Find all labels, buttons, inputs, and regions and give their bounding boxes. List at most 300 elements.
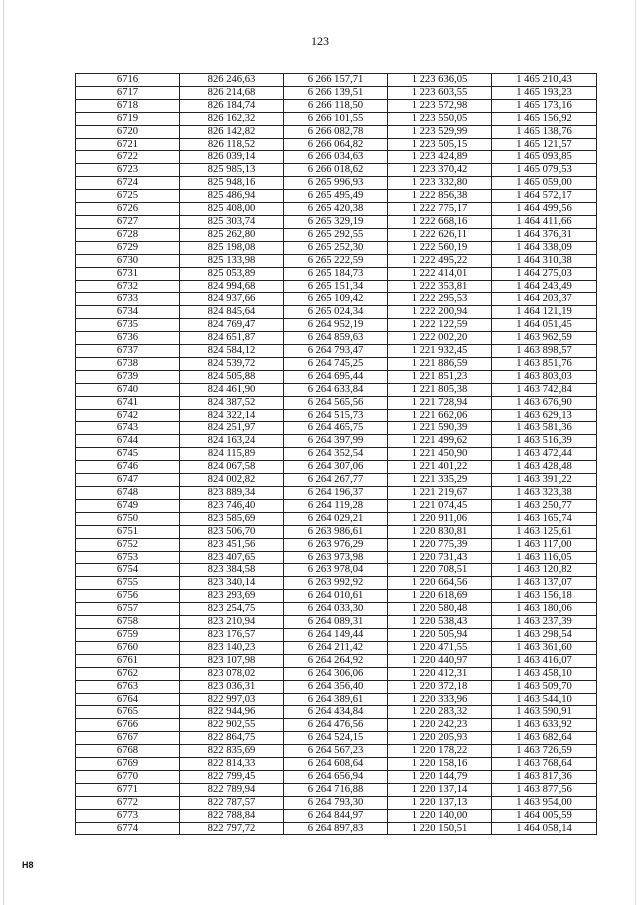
y2-coordinate-cell: 1 463 298,54: [492, 628, 597, 641]
table-row: [76, 422, 597, 435]
x-coordinate-cell: 823 036,31: [180, 680, 284, 693]
x2-coordinate-cell: 1 220 440,97: [388, 654, 492, 667]
y2-coordinate-cell: 1 463 516,39: [492, 435, 597, 448]
table-row: [76, 370, 597, 383]
x-coordinate-cell: 826 142,82: [180, 125, 284, 138]
point-number-cell: 6734: [76, 306, 180, 319]
y-coordinate-cell: 6 264 307,06: [284, 461, 388, 474]
y-coordinate-cell: 6 264 211,42: [284, 641, 388, 654]
y-coordinate-cell: 6 266 082,78: [284, 125, 388, 138]
x-coordinate-cell: 826 118,52: [180, 138, 284, 151]
y-coordinate-cell: 6 264 033,30: [284, 603, 388, 616]
table-row: [76, 641, 597, 654]
y-coordinate-cell: 6 264 793,47: [284, 345, 388, 358]
x-coordinate-cell: 824 002,82: [180, 474, 284, 487]
x2-coordinate-cell: 1 220 664,56: [388, 577, 492, 590]
point-number-cell: 6760: [76, 641, 180, 654]
y2-coordinate-cell: 1 463 116,05: [492, 551, 597, 564]
point-number-cell: 6762: [76, 667, 180, 680]
table-row: [76, 345, 597, 358]
point-number-cell: 6764: [76, 693, 180, 706]
y-coordinate-cell: 6 264 515,73: [284, 409, 388, 422]
y2-coordinate-cell: 1 463 323,38: [492, 487, 597, 500]
table-row: [76, 616, 597, 629]
point-number-cell: 6751: [76, 525, 180, 538]
y-coordinate-cell: 6 265 420,38: [284, 203, 388, 216]
y-coordinate-cell: 6 264 567,23: [284, 745, 388, 758]
x2-coordinate-cell: 1 223 332,80: [388, 177, 492, 190]
x2-coordinate-cell: 1 222 856,38: [388, 190, 492, 203]
y-coordinate-cell: 6 264 859,63: [284, 332, 388, 345]
x2-coordinate-cell: 1 222 775,17: [388, 203, 492, 216]
x2-coordinate-cell: 1 223 424,89: [388, 151, 492, 164]
x2-coordinate-cell: 1 221 728,94: [388, 396, 492, 409]
x-coordinate-cell: 824 387,52: [180, 396, 284, 409]
x2-coordinate-cell: 1 220 731,43: [388, 551, 492, 564]
point-number-cell: 6750: [76, 512, 180, 525]
x-coordinate-cell: 823 585,69: [180, 512, 284, 525]
x2-coordinate-cell: 1 221 662,06: [388, 409, 492, 422]
y2-coordinate-cell: 1 463 472,44: [492, 448, 597, 461]
x-coordinate-cell: 822 787,57: [180, 796, 284, 809]
table-row: [76, 396, 597, 409]
x-coordinate-cell: 822 835,69: [180, 745, 284, 758]
x-coordinate-cell: 825 198,08: [180, 241, 284, 254]
table-row: [76, 525, 597, 538]
table-row: [76, 151, 597, 164]
y-coordinate-cell: 6 264 608,64: [284, 758, 388, 771]
x2-coordinate-cell: 1 220 137,14: [388, 783, 492, 796]
point-number-cell: 6729: [76, 241, 180, 254]
point-number-cell: 6772: [76, 796, 180, 809]
point-number-cell: 6742: [76, 409, 180, 422]
x-coordinate-cell: 823 407,65: [180, 551, 284, 564]
table-row: [76, 706, 597, 719]
y2-coordinate-cell: 1 463 125,61: [492, 525, 597, 538]
y2-coordinate-cell: 1 463 509,70: [492, 680, 597, 693]
y-coordinate-cell: 6 264 029,21: [284, 512, 388, 525]
y2-coordinate-cell: 1 463 581,36: [492, 422, 597, 435]
y-coordinate-cell: 6 265 222,59: [284, 254, 388, 267]
table-row: [76, 667, 597, 680]
y-coordinate-cell: 6 265 151,34: [284, 280, 388, 293]
x2-coordinate-cell: 1 223 550,05: [388, 112, 492, 125]
x2-coordinate-cell: 1 220 150,51: [388, 822, 492, 835]
x2-coordinate-cell: 1 221 450,90: [388, 448, 492, 461]
x-coordinate-cell: 823 384,58: [180, 564, 284, 577]
point-number-cell: 6748: [76, 487, 180, 500]
y2-coordinate-cell: 1 463 391,22: [492, 474, 597, 487]
y-coordinate-cell: 6 266 018,62: [284, 164, 388, 177]
x2-coordinate-cell: 1 221 590,39: [388, 422, 492, 435]
point-number-cell: 6743: [76, 422, 180, 435]
y2-coordinate-cell: 1 464 051,45: [492, 319, 597, 332]
table-row: [76, 461, 597, 474]
table-row: [76, 745, 597, 758]
table-row: [76, 241, 597, 254]
y2-coordinate-cell: 1 463 817,36: [492, 770, 597, 783]
table-row: [76, 203, 597, 216]
y2-coordinate-cell: 1 465 173,16: [492, 99, 597, 112]
y2-coordinate-cell: 1 463 898,57: [492, 345, 597, 358]
point-number-cell: 6745: [76, 448, 180, 461]
y-coordinate-cell: 6 264 149,44: [284, 628, 388, 641]
point-number-cell: 6717: [76, 86, 180, 99]
point-number-cell: 6716: [76, 74, 180, 87]
y-coordinate-cell: 6 266 157,71: [284, 74, 388, 87]
table-row: [76, 99, 597, 112]
y2-coordinate-cell: 1 465 156,92: [492, 112, 597, 125]
y-coordinate-cell: 6 264 389,61: [284, 693, 388, 706]
x-coordinate-cell: 825 486,94: [180, 190, 284, 203]
x2-coordinate-cell: 1 220 505,94: [388, 628, 492, 641]
y2-coordinate-cell: 1 463 117,00: [492, 538, 597, 551]
y-coordinate-cell: 6 264 434,84: [284, 706, 388, 719]
point-number-cell: 6755: [76, 577, 180, 590]
y-coordinate-cell: 6 263 973,98: [284, 551, 388, 564]
y-coordinate-cell: 6 265 329,19: [284, 215, 388, 228]
table-row: [76, 357, 597, 370]
x2-coordinate-cell: 1 220 205,93: [388, 732, 492, 745]
x2-coordinate-cell: 1 221 219,67: [388, 487, 492, 500]
x-coordinate-cell: 822 864,75: [180, 732, 284, 745]
coordinates-table-body: [76, 74, 597, 835]
point-number-cell: 6737: [76, 345, 180, 358]
point-number-cell: 6774: [76, 822, 180, 835]
y-coordinate-cell: 6 265 184,73: [284, 267, 388, 280]
x-coordinate-cell: 825 948,16: [180, 177, 284, 190]
y2-coordinate-cell: 1 463 361,60: [492, 641, 597, 654]
point-number-cell: 6719: [76, 112, 180, 125]
x-coordinate-cell: 826 246,63: [180, 74, 284, 87]
x-coordinate-cell: 825 408,00: [180, 203, 284, 216]
x2-coordinate-cell: 1 221 074,45: [388, 499, 492, 512]
y-coordinate-cell: 6 264 524,15: [284, 732, 388, 745]
point-number-cell: 6759: [76, 628, 180, 641]
y-coordinate-cell: 6 263 986,61: [284, 525, 388, 538]
y2-coordinate-cell: 1 464 338,09: [492, 241, 597, 254]
x-coordinate-cell: 823 210,94: [180, 616, 284, 629]
y2-coordinate-cell: 1 463 237,39: [492, 616, 597, 629]
table-row: [76, 693, 597, 706]
y-coordinate-cell: 6 264 745,25: [284, 357, 388, 370]
table-row: [76, 628, 597, 641]
y2-coordinate-cell: 1 465 093,85: [492, 151, 597, 164]
point-number-cell: 6763: [76, 680, 180, 693]
x-coordinate-cell: 823 140,23: [180, 641, 284, 654]
y-coordinate-cell: 6 264 465,75: [284, 422, 388, 435]
y-coordinate-cell: 6 264 352,54: [284, 448, 388, 461]
point-number-cell: 6747: [76, 474, 180, 487]
table-row: [76, 86, 597, 99]
y2-coordinate-cell: 1 463 544,10: [492, 693, 597, 706]
point-number-cell: 6754: [76, 564, 180, 577]
x2-coordinate-cell: 1 223 603,55: [388, 86, 492, 99]
point-number-cell: 6766: [76, 719, 180, 732]
x2-coordinate-cell: 1 223 636,05: [388, 74, 492, 87]
x-coordinate-cell: 824 251,97: [180, 422, 284, 435]
table-row: [76, 590, 597, 603]
y2-coordinate-cell: 1 463 120,82: [492, 564, 597, 577]
y2-coordinate-cell: 1 463 962,59: [492, 332, 597, 345]
table-row: [76, 770, 597, 783]
x-coordinate-cell: 823 340,14: [180, 577, 284, 590]
table-row: [76, 215, 597, 228]
table-row: [76, 719, 597, 732]
y2-coordinate-cell: 1 465 210,43: [492, 74, 597, 87]
y2-coordinate-cell: 1 464 243,49: [492, 280, 597, 293]
point-number-cell: 6757: [76, 603, 180, 616]
y2-coordinate-cell: 1 463 165,74: [492, 512, 597, 525]
y2-coordinate-cell: 1 463 954,00: [492, 796, 597, 809]
y-coordinate-cell: 6 264 952,19: [284, 319, 388, 332]
table-row: [76, 654, 597, 667]
table-row: [76, 577, 597, 590]
x2-coordinate-cell: 1 220 830,81: [388, 525, 492, 538]
x-coordinate-cell: 824 937,66: [180, 293, 284, 306]
x2-coordinate-cell: 1 220 471,55: [388, 641, 492, 654]
x2-coordinate-cell: 1 221 335,29: [388, 474, 492, 487]
table-row: [76, 822, 597, 835]
x2-coordinate-cell: 1 222 560,19: [388, 241, 492, 254]
table-row: [76, 680, 597, 693]
point-number-cell: 6723: [76, 164, 180, 177]
table-row: [76, 319, 597, 332]
x2-coordinate-cell: 1 220 412,31: [388, 667, 492, 680]
table-row: [76, 732, 597, 745]
x-coordinate-cell: 822 902,55: [180, 719, 284, 732]
y-coordinate-cell: 6 264 656,94: [284, 770, 388, 783]
x2-coordinate-cell: 1 220 242,23: [388, 719, 492, 732]
table-row: [76, 332, 597, 345]
x-coordinate-cell: 824 651,87: [180, 332, 284, 345]
y-coordinate-cell: 6 266 139,51: [284, 86, 388, 99]
y2-coordinate-cell: 1 463 682,64: [492, 732, 597, 745]
table-row: [76, 603, 597, 616]
table-row: [76, 538, 597, 551]
x2-coordinate-cell: 1 221 886,59: [388, 357, 492, 370]
table-row: [76, 125, 597, 138]
y-coordinate-cell: 6 264 264,92: [284, 654, 388, 667]
y2-coordinate-cell: 1 464 058,14: [492, 822, 597, 835]
y2-coordinate-cell: 1 465 079,53: [492, 164, 597, 177]
table-row: [76, 293, 597, 306]
table-row: [76, 474, 597, 487]
table-row: [76, 306, 597, 319]
x2-coordinate-cell: 1 221 499,62: [388, 435, 492, 448]
y2-coordinate-cell: 1 464 411,66: [492, 215, 597, 228]
y-coordinate-cell: 6 264 306,06: [284, 667, 388, 680]
y-coordinate-cell: 6 264 633,84: [284, 383, 388, 396]
y-coordinate-cell: 6 264 565,56: [284, 396, 388, 409]
x-coordinate-cell: 822 944,96: [180, 706, 284, 719]
y-coordinate-cell: 6 264 196,37: [284, 487, 388, 500]
x-coordinate-cell: 824 461,90: [180, 383, 284, 396]
scan-edge-left: [3, 0, 4, 905]
table-row: [76, 190, 597, 203]
x2-coordinate-cell: 1 220 911,06: [388, 512, 492, 525]
point-number-cell: 6724: [76, 177, 180, 190]
y2-coordinate-cell: 1 463 629,13: [492, 409, 597, 422]
point-number-cell: 6741: [76, 396, 180, 409]
y2-coordinate-cell: 1 464 121,19: [492, 306, 597, 319]
y-coordinate-cell: 6 263 976,29: [284, 538, 388, 551]
x2-coordinate-cell: 1 222 414,01: [388, 267, 492, 280]
table-row: [76, 564, 597, 577]
point-number-cell: 6744: [76, 435, 180, 448]
y2-coordinate-cell: 1 465 121,57: [492, 138, 597, 151]
page-number: 123: [311, 34, 329, 48]
x-coordinate-cell: 822 799,45: [180, 770, 284, 783]
point-number-cell: 6739: [76, 370, 180, 383]
point-number-cell: 6767: [76, 732, 180, 745]
y2-coordinate-cell: 1 463 180,06: [492, 603, 597, 616]
y2-coordinate-cell: 1 465 193,23: [492, 86, 597, 99]
point-number-cell: 6728: [76, 228, 180, 241]
table-row: [76, 254, 597, 267]
table-row: [76, 499, 597, 512]
x2-coordinate-cell: 1 220 775,39: [388, 538, 492, 551]
table-row: [76, 409, 597, 422]
point-number-cell: 6752: [76, 538, 180, 551]
x-coordinate-cell: 824 322,14: [180, 409, 284, 422]
point-number-cell: 6740: [76, 383, 180, 396]
x2-coordinate-cell: 1 222 122,59: [388, 319, 492, 332]
x2-coordinate-cell: 1 222 626,11: [388, 228, 492, 241]
x-coordinate-cell: 822 788,84: [180, 809, 284, 822]
table-row: [76, 280, 597, 293]
y-coordinate-cell: 6 265 292,55: [284, 228, 388, 241]
y2-coordinate-cell: 1 465 138,76: [492, 125, 597, 138]
x-coordinate-cell: 824 994,68: [180, 280, 284, 293]
point-number-cell: 6735: [76, 319, 180, 332]
point-number-cell: 6731: [76, 267, 180, 280]
x2-coordinate-cell: 1 221 851,23: [388, 370, 492, 383]
x2-coordinate-cell: 1 222 495,22: [388, 254, 492, 267]
y2-coordinate-cell: 1 463 633,92: [492, 719, 597, 732]
y2-coordinate-cell: 1 463 428,48: [492, 461, 597, 474]
x-coordinate-cell: 826 162,32: [180, 112, 284, 125]
y-coordinate-cell: 6 265 109,42: [284, 293, 388, 306]
x2-coordinate-cell: 1 220 618,69: [388, 590, 492, 603]
point-number-cell: 6727: [76, 215, 180, 228]
y2-coordinate-cell: 1 463 416,07: [492, 654, 597, 667]
point-number-cell: 6768: [76, 745, 180, 758]
point-number-cell: 6770: [76, 770, 180, 783]
y2-coordinate-cell: 1 463 156,18: [492, 590, 597, 603]
table-row: [76, 487, 597, 500]
y-coordinate-cell: 6 265 495,49: [284, 190, 388, 203]
x2-coordinate-cell: 1 220 283,32: [388, 706, 492, 719]
table-row: [76, 177, 597, 190]
y-coordinate-cell: 6 264 695,44: [284, 370, 388, 383]
y-coordinate-cell: 6 265 024,34: [284, 306, 388, 319]
x2-coordinate-cell: 1 220 158,16: [388, 758, 492, 771]
table-row: [76, 383, 597, 396]
y-coordinate-cell: 6 264 397,99: [284, 435, 388, 448]
y-coordinate-cell: 6 263 978,04: [284, 564, 388, 577]
x2-coordinate-cell: 1 222 353,81: [388, 280, 492, 293]
x-coordinate-cell: 824 505,88: [180, 370, 284, 383]
x-coordinate-cell: 823 078,02: [180, 667, 284, 680]
x-coordinate-cell: 823 451,56: [180, 538, 284, 551]
x-coordinate-cell: 825 303,74: [180, 215, 284, 228]
x2-coordinate-cell: 1 222 668,16: [388, 215, 492, 228]
x2-coordinate-cell: 1 220 140,00: [388, 809, 492, 822]
x-coordinate-cell: 826 184,74: [180, 99, 284, 112]
table-row: [76, 551, 597, 564]
table-row: [76, 164, 597, 177]
y2-coordinate-cell: 1 463 137,07: [492, 577, 597, 590]
point-number-cell: 6769: [76, 758, 180, 771]
point-number-cell: 6733: [76, 293, 180, 306]
x-coordinate-cell: 824 845,64: [180, 306, 284, 319]
point-number-cell: 6720: [76, 125, 180, 138]
x-coordinate-cell: 824 539,72: [180, 357, 284, 370]
y-coordinate-cell: 6 264 897,83: [284, 822, 388, 835]
point-number-cell: 6749: [76, 499, 180, 512]
point-number-cell: 6756: [76, 590, 180, 603]
x-coordinate-cell: 823 506,70: [180, 525, 284, 538]
x-coordinate-cell: 825 133,98: [180, 254, 284, 267]
x-coordinate-cell: 826 039,14: [180, 151, 284, 164]
x2-coordinate-cell: 1 220 372,18: [388, 680, 492, 693]
y-coordinate-cell: 6 263 992,92: [284, 577, 388, 590]
y-coordinate-cell: 6 266 064,82: [284, 138, 388, 151]
y-coordinate-cell: 6 264 844,97: [284, 809, 388, 822]
x-coordinate-cell: 823 889,34: [180, 487, 284, 500]
y2-coordinate-cell: 1 463 458,10: [492, 667, 597, 680]
x2-coordinate-cell: 1 221 932,45: [388, 345, 492, 358]
y2-coordinate-cell: 1 464 005,59: [492, 809, 597, 822]
table-row: [76, 796, 597, 809]
x2-coordinate-cell: 1 222 002,20: [388, 332, 492, 345]
y2-coordinate-cell: 1 463 726,59: [492, 745, 597, 758]
y-coordinate-cell: 6 264 267,77: [284, 474, 388, 487]
point-number-cell: 6726: [76, 203, 180, 216]
x-coordinate-cell: 824 067,58: [180, 461, 284, 474]
point-number-cell: 6738: [76, 357, 180, 370]
y2-coordinate-cell: 1 463 803,03: [492, 370, 597, 383]
x2-coordinate-cell: 1 220 538,43: [388, 616, 492, 629]
x-coordinate-cell: 823 176,57: [180, 628, 284, 641]
y-coordinate-cell: 6 264 089,31: [284, 616, 388, 629]
x-coordinate-cell: 823 107,98: [180, 654, 284, 667]
x-coordinate-cell: 825 985,13: [180, 164, 284, 177]
y-coordinate-cell: 6 265 996,93: [284, 177, 388, 190]
x2-coordinate-cell: 1 220 580,48: [388, 603, 492, 616]
table-row: [76, 448, 597, 461]
x-coordinate-cell: 823 746,40: [180, 499, 284, 512]
x-coordinate-cell: 822 814,33: [180, 758, 284, 771]
y-coordinate-cell: 6 266 034,63: [284, 151, 388, 164]
point-number-cell: 6773: [76, 809, 180, 822]
x-coordinate-cell: 824 115,89: [180, 448, 284, 461]
x2-coordinate-cell: 1 223 572,98: [388, 99, 492, 112]
y2-coordinate-cell: 1 465 059,00: [492, 177, 597, 190]
y2-coordinate-cell: 1 463 742,84: [492, 383, 597, 396]
point-number-cell: 6721: [76, 138, 180, 151]
point-number-cell: 6725: [76, 190, 180, 203]
table-row: [76, 809, 597, 822]
x2-coordinate-cell: 1 222 295,53: [388, 293, 492, 306]
x2-coordinate-cell: 1 223 529,99: [388, 125, 492, 138]
y2-coordinate-cell: 1 463 768,64: [492, 758, 597, 771]
table-row: [76, 783, 597, 796]
x2-coordinate-cell: 1 222 200,94: [388, 306, 492, 319]
x2-coordinate-cell: 1 221 805,38: [388, 383, 492, 396]
y-coordinate-cell: 6 264 356,40: [284, 680, 388, 693]
